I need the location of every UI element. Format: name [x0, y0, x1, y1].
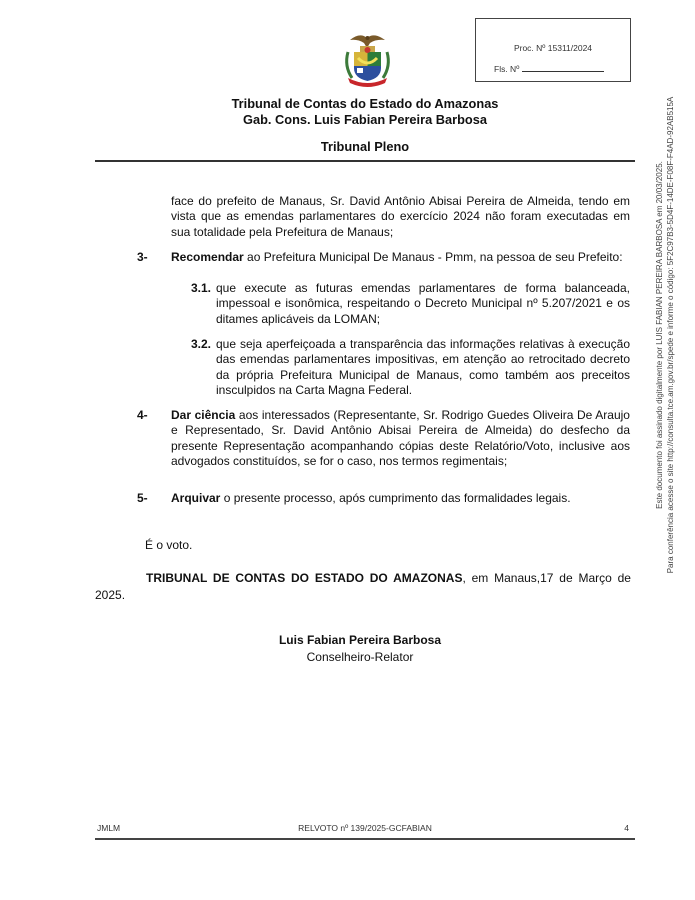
item-archive	[171, 491, 630, 506]
item-number: 5-	[137, 491, 148, 505]
page-number: 4	[624, 823, 629, 833]
header-divider	[95, 160, 635, 162]
folio-blank-line	[522, 63, 604, 72]
amazonas-coat-of-arms-icon	[340, 28, 395, 90]
item-number: 4-	[137, 408, 148, 422]
closing-institution: TRIBUNAL DE CONTAS DO ESTADO DO AMAZONAS	[146, 571, 463, 585]
verification-note-line: Para conferência acesse o site http://consulta.tce.am.gov.br/spede e informe o código: 5F2C97B3-5D4F-14DE-F08F-F4AD-92AB515A	[666, 96, 675, 574]
footer-document-id: RELVOTO nº 139/2025-GCFABIAN	[298, 823, 432, 833]
subitem-text: que execute as futuras emendas parlamentares de forma balanceada, impessoal e isonômica, respeitando o Decreto Municipal nº 5.207/2021 e os ditames aplicáveis da LOMAN;	[216, 281, 630, 326]
signature-note-line: Este documento foi assinado digitalmente por LUIS FABIAN PEREIRA BARBOSA em 20/03/2025.	[655, 161, 664, 509]
digital-signature-note	[654, 95, 688, 575]
item-keyword: Dar ciência	[171, 408, 236, 422]
process-number: Proc. Nº 15311/2024	[513, 43, 593, 53]
office-title: Gab. Cons. Luis Fabian Pereira Barbosa	[243, 112, 487, 127]
closing-place-date: , em Manaus,17 de Março de 2025.	[95, 571, 631, 602]
item-number: 3-	[137, 250, 148, 264]
item-text: aos interessados (Representante, Sr. Rodrigo Guedes Oliveira De Araujo e Representado, Sr. David Antônio Abisai Pereira de Almeida) do desfecho da presente Representação acompanhando cópias deste Relatório/Voto, inclusive aos advogados constituídos, se for o caso, nos termos regimentais;	[171, 408, 630, 469]
institution-title: Tribunal de Contas do Estado do Amazonas	[231, 96, 499, 111]
subitem-number: 3.2.	[191, 337, 212, 351]
folio-label: Fls. Nº	[494, 64, 520, 74]
item-keyword: Recomendar	[171, 250, 244, 264]
item-recommend	[171, 250, 630, 265]
folio-number	[494, 63, 604, 74]
footer-divider	[95, 838, 635, 840]
vote-statement: É o voto.	[145, 538, 193, 552]
item-notify	[171, 408, 630, 470]
process-number-box	[475, 18, 631, 82]
footer-initials: JMLM	[97, 823, 121, 833]
subitem-text: que seja aperfeiçoada a transparência das informações relativas à execução das emendas parlamentares impositivas, em atenção ao retrocitado decreto da própria Prefeitura Municipal de Manaus, como também aos preceitos insculpidos na Carta Magna Federal.	[216, 337, 630, 398]
closing-paragraph	[95, 570, 631, 604]
item-text: ao Prefeitura Municipal De Manaus - Pmm, na pessoa de seu Prefeito:	[243, 250, 623, 264]
continuation-paragraph: face do prefeito de Manaus, Sr. David Antônio Abisai Pereira de Almeida, tendo em vista que as emendas parlamentares do exercício 2024 não foram executadas em sua totalidade pela Prefeitura de Manaus;	[171, 194, 630, 239]
subitem-number: 3.1.	[191, 281, 212, 295]
signatory-role: Conselheiro-Relator	[306, 650, 414, 664]
signatory-name: Luis Fabian Pereira Barbosa	[278, 633, 442, 647]
body-title: Tribunal Pleno	[320, 139, 410, 154]
item-keyword: Arquivar	[171, 491, 221, 505]
item-text: o presente processo, após cumprimento das formalidades legais.	[220, 491, 571, 505]
